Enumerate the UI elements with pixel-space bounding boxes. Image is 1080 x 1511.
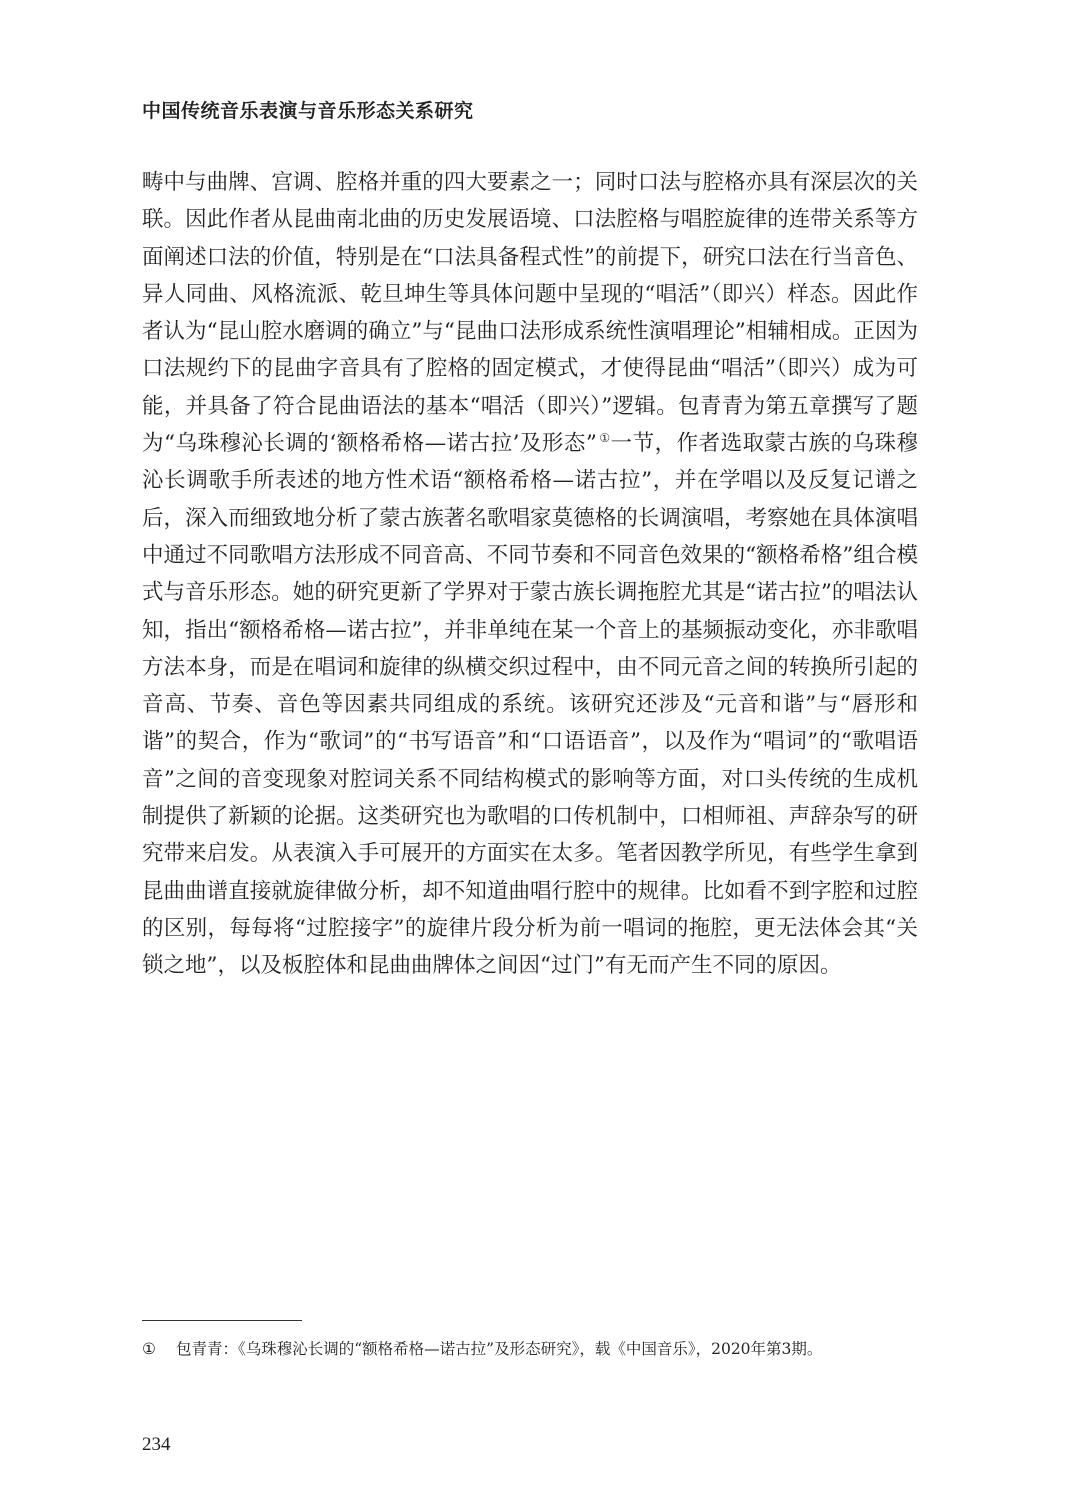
footnote-reference[interactable]: ①: [598, 430, 611, 445]
footnote-marker: ①: [142, 1340, 156, 1358]
running-header: 中国传统音乐表演与音乐形态关系研究: [142, 100, 474, 122]
body-text-segment-2: 一节，作者选取蒙古族的乌珠穆沁长调歌手所表述的地方性术语“额格希格—诺古拉”，并在学唱以及反复记谱之后，深入而细致地分析了蒙古族著名歌唱家莫德格的长调演唱，考察她在具体演唱中通过不同歌唱方法形成不同音高、不同节奏和不同音色效果的“额格希格”组合模式与音乐形态。她的研究更新了学界对于蒙古族长调拖腔尤其是“诺古拉”的唱法认知，指出“额格希格—诺古拉”，并非单纯在某一个音上的基频振动变化，亦非歌唱方法本身，而是在唱词和旋律的纵横交织过程中，由不同元音之间的转换所引起的音高、节奏、音色等因素共同组成的系统。该研究还涉及“元音和谐”与“唇形和谐”的契合，作为“歌词”的“书写语音”和“口语语音”，以及作为“唱词”的“歌唱语音”之间的音变现象对腔词关系不同结构模式的影响等方面，对口头传统的生成机制提供了新颖的论据。这类研究也为歌唱的口传机制中，口相师祖、声辞杂写的研究带来启发。从表演入手可展开的方面实在太多。笔者因教学所见，有些学生拿到昆曲曲谱直接就旋律做分析，却不知道曲唱行腔中的规律。比如看不到字腔和过腔的区别，每每将“过腔接字”的旋律片段分析为前一唱词的拖腔，更无法体会其“关锁之地”，以及板腔体和昆曲曲牌体之间因“过门”有无而产生不同的原因。: [142, 431, 918, 979]
body-text-segment-1: 畴中与曲牌、宫调、腔格并重的四大要素之一；同时口法与腔格亦具有深层次的关联。因此作者从昆曲南北曲的历史发展语境、口法腔格与唱腔旋律的连带关系等方面阐述口法的价值，特别是在“口法具备程式性”的前提下，研究口法在行当音色、异人同曲、风格流派、乾旦坤生等具体问题中呈现的“唱活”（即兴）样态。因此作者认为“昆山腔水磨调的确立”与“昆曲口法形成系统性演唱理论”相辅相成。正因为口法规约下的昆曲字音具有了腔格的固定模式，才使得昆曲“唱活”（即兴）成为可能，并具备了符合昆曲语法的基本“唱活（即兴）”逻辑。包青青为第五章撰写了题为“乌珠穆沁长调的‘额格希格—诺古拉’及形态”: [142, 170, 918, 457]
footnote: [142, 1338, 922, 1360]
page-number: 234: [142, 1434, 171, 1455]
footnote-divider: [142, 1320, 302, 1321]
body-paragraph: [142, 164, 918, 985]
footnote-text: 包青青：《乌珠穆沁长调的“额格希格—诺古拉”及形态研究》，载《中国音乐》，2020年第3期。: [176, 1340, 823, 1358]
